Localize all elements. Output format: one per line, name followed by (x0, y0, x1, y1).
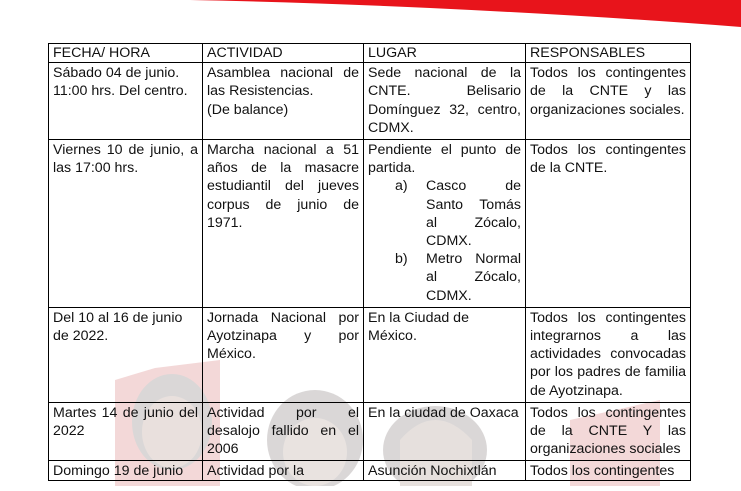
table-row (49, 461, 691, 481)
list-item-text: Metro Normal al Zócalo, CDMX. (426, 251, 521, 304)
list-item (368, 177, 521, 250)
actividad-line: Actividad por la (207, 463, 304, 479)
cell-lugar (364, 140, 526, 308)
cell-fecha: Sábado 04 de junio. 11:00 hrs. Del centro. (49, 63, 203, 140)
schedule-table (48, 43, 691, 481)
cell-responsables: Todos los contingentes de la CNTE. (526, 140, 691, 308)
cell-fecha: Viernes 10 de junio, a las 17:00 hrs. (49, 140, 203, 308)
list-marker: b) (395, 251, 408, 268)
table-row (49, 307, 691, 402)
cell-responsables: Todos los contingentes integrarnos a las actividades convocadas por los padres de familia de Ayotzinapa. (526, 307, 691, 402)
header-lugar: LUGAR (364, 44, 526, 63)
lugar-intro: Pendiente el punto de partida. (368, 142, 521, 177)
cell-responsables (526, 461, 691, 481)
cell-actividad (203, 307, 364, 402)
list-item (368, 250, 521, 305)
actividad-line: (De balance) (207, 101, 289, 118)
actividad-line: Marcha nacional a 51 años de la masacre estudiantil del jueves corpus de junio de 1971. (207, 142, 359, 231)
header-actividad: ACTIVIDAD (203, 44, 364, 63)
table-row (49, 140, 691, 308)
list-marker: a) (395, 178, 408, 195)
cell-actividad (203, 63, 364, 140)
header-red-band (0, 0, 741, 40)
cell-fecha: Martes 14 de junio del 2022 (49, 402, 203, 461)
actividad-line: Jornada Nacional por Ayotzinapa y por México. (207, 309, 359, 363)
header-fecha: FECHA/ HORA (49, 44, 203, 63)
cell-actividad (203, 140, 364, 308)
cell-actividad (203, 402, 364, 461)
header-row (49, 44, 691, 63)
table-row (49, 63, 691, 140)
cell-actividad (203, 461, 364, 481)
cell-responsables: Todos los contingentes de la CNTE Y las organizaciones sociales (526, 402, 691, 461)
cell-fecha (49, 461, 203, 481)
cell-lugar: En la Ciudad de México. (364, 307, 526, 402)
table-row (49, 402, 691, 461)
cell-fecha-text: Domingo 19 de junio (53, 463, 184, 479)
list-item-text: Casco de Santo Tomás al Zócalo, CDMX. (426, 178, 521, 250)
header-responsables: RESPONSABLES (526, 44, 691, 63)
cell-lugar-text: Asunción Nochixtlán (368, 463, 497, 479)
cell-lugar: En la ciudad de Oaxaca (364, 402, 526, 461)
cell-fecha: Del 10 al 16 de junio de 2022. (49, 307, 203, 402)
cell-responsables: Todos los contingentes de la CNTE y las organizaciones sociales. (526, 63, 691, 140)
cell-lugar: Sede nacional de la CNTE. Belisario Domínguez 32, centro, CDMX. (364, 63, 526, 140)
cell-lugar (364, 461, 526, 481)
actividad-line: Actividad por el desalojo fallido en el 2006 (207, 404, 359, 458)
cell-responsables-text: Todos los contingentes (530, 463, 675, 479)
lugar-list (368, 177, 521, 304)
actividad-line: Asamblea nacional de las Resistencias. (207, 65, 359, 100)
